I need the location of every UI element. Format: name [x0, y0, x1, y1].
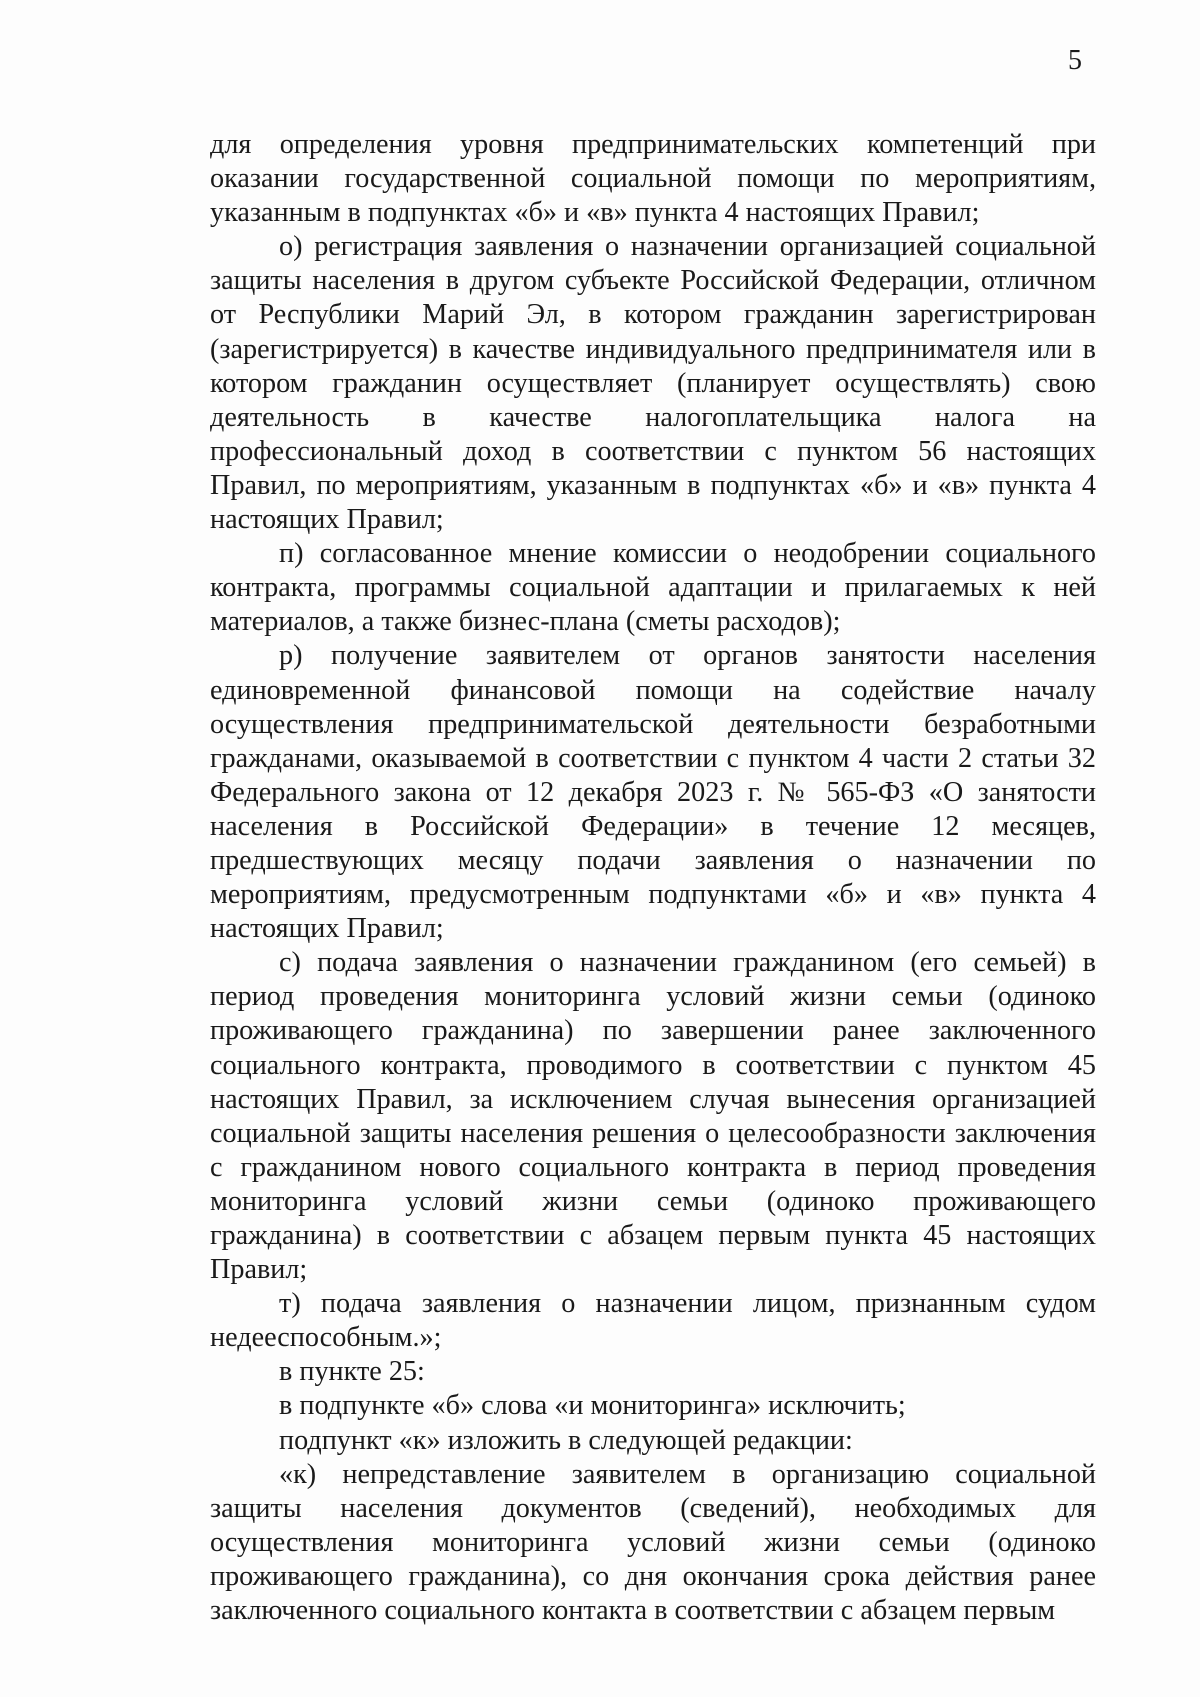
document-body [210, 128, 1096, 1628]
paragraph-item-o: о) регистрация заявления о назначении организацией социальной защиты населения в другом субъекте Российской Федерации, отличном от Республики Марий Эл, в котором гражданин зарегистрирован (зарегистрируется) в качестве индивидуального предпринимателя или в котором гражданин осуществляет (планирует осуществлять) свою деятельность в качестве налогоплательщика налога на профессиональный доход в соответствии с пунктом 56 настоящих Правил, по мероприятиям, указанным в подпунктах «б» и «в» пункта 4 настоящих Правил; [210, 231, 1096, 536]
paragraph-point-25: в пункте 25: [279, 1356, 425, 1388]
paragraph-subpoint-k-intro: подпункт «к» изложить в следующей редакции: [279, 1424, 853, 1456]
paragraph-subpoint-b: в подпункте «б» слова «и мониторинга» исключить; [279, 1390, 906, 1422]
paragraph-subpoint-k: «к) непредставление заявителем в организацию социальной защиты населения документов (сведений), необходимых для осуществления мониторинга условий жизни семьи (одиноко проживающего гражданина), со дня окончания срока действия ранее заключенного социального контакта в соответствии с абзацем первым [210, 1458, 1096, 1627]
paragraph-item-t: т) подача заявления о назначении лицом, признанным судом недееспособным.»; [210, 1288, 1096, 1354]
paragraph-item-p: п) согласованное мнение комиссии о неодобрении социального контракта, программы социальной адаптации и прилагаемых к ней материалов, а также бизнес-плана (сметы расходов); [210, 538, 1096, 638]
paragraph-item-s: с) подача заявления о назначении гражданином (его семьей) в период проведения мониторинга условий жизни семьи (одиноко проживающего гражданина) по завершении ранее заключенного социального контракта, проводимого в соответствии с пунктом 45 настоящих Правил, за исключением случая вынесения организацией социальной защиты населения решения о целесообразности заключения с гражданином нового социального контракта в период проведения мониторинга условий жизни семьи (одиноко проживающего гражданина) в соответствии с абзацем первым пункта 45 настоящих Правил; [210, 947, 1096, 1286]
page-number: 5 [1068, 45, 1082, 76]
paragraph-continuation: для определения уровня предпринимательских компетенций при оказании государственной социальной помощи по мероприятиям, указанным в подпунктах «б» и «в» пункта 4 настоящих Правил; [210, 129, 1096, 229]
paragraph-item-r: р) получение заявителем от органов занятости населения единовременной финансовой помощи на содействие началу осуществления предпринимательской деятельности безработными гражданами, оказываемой в соответствии с пунктом 4 части 2 статьи 32 Федерального закона от 12 декабря 2023 г. № 565-ФЗ «О занятости населения в Российской Федерации» в течение 12 месяцев, предшествующих месяцу подачи заявления о назначении по мероприятиям, предусмотренным подпунктами «б» и «в» пункта 4 настоящих Правил; [210, 640, 1096, 945]
